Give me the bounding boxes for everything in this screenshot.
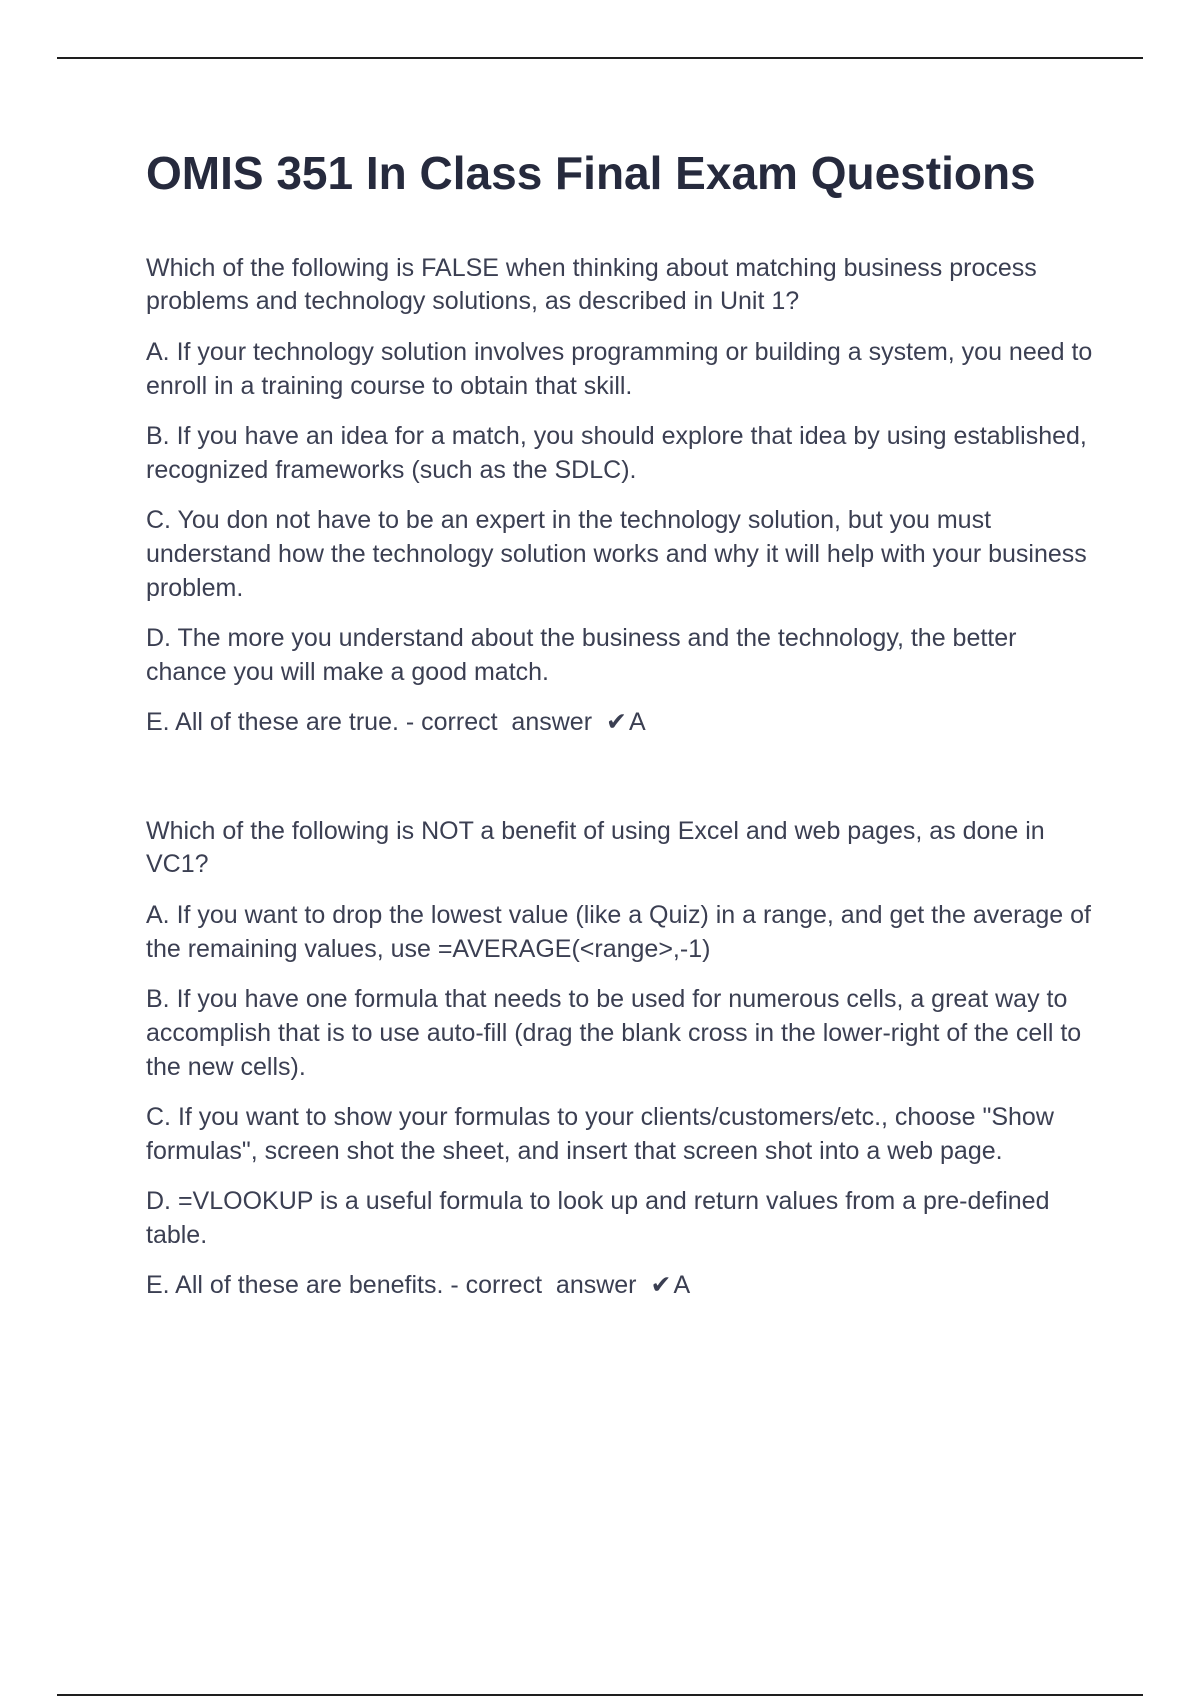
- option-b: B. If you have an idea for a match, you should explore that idea by using established, recognized frameworks (such as the SDLC).: [146, 422, 1087, 484]
- correct-answer-label: - correct answer: [443, 1271, 637, 1299]
- option-d: D. The more you understand about the business and the technology, the better chance you will make a good match.: [146, 624, 1017, 686]
- correct-answer-value: A: [673, 1271, 691, 1299]
- top-rule: [57, 57, 1143, 59]
- option-e: E. All of these are true.: [146, 708, 399, 736]
- option-e: E. All of these are benefits.: [146, 1271, 444, 1299]
- option-c: C. You don not have to be an expert in the technology solution, but you must understand how the technology solution works and why it will help with your business problem.: [146, 506, 1087, 602]
- checkmark-icon: ✔: [606, 708, 627, 736]
- option-a: A. If your technology solution involves programming or building a system, you need to enroll in a training course to obtain that skill.: [146, 338, 1093, 400]
- question-block-1: [146, 252, 1096, 739]
- question-block-2: [146, 815, 1096, 1302]
- option-a: A. If you want to drop the lowest value (like a Quiz) in a range, and get the average of the remaining values, use =AVERAGE(<range>,-1): [146, 901, 1091, 963]
- bottom-rule: [57, 1694, 1143, 1696]
- option-d: D. =VLOOKUP is a useful formula to look up and return values from a pre-defined table.: [146, 1187, 1050, 1249]
- checkmark-icon: ✔: [650, 1271, 672, 1299]
- document-body: [146, 138, 1096, 1318]
- question-text: Which of the following is FALSE when thinking about matching business process problems and technology solutions, as described in Unit 1?: [146, 254, 1037, 315]
- correct-answer-value: A: [628, 708, 646, 736]
- document-title: OMIS 351 In Class Final Exam Questions: [146, 147, 1036, 199]
- correct-answer-label: - correct answer: [398, 708, 593, 736]
- question-text: Which of the following is NOT a benefit of using Excel and web pages, as done in VC1?: [146, 817, 1045, 878]
- option-c: C. If you want to show your formulas to your clients/customers/etc., choose "Show formulas", screen shot the sheet, and insert that screen shot into a web page.: [146, 1103, 1054, 1165]
- option-b: B. If you have one formula that needs to be used for numerous cells, a great way to accomplish that is to use auto-fill (drag the blank cross in the lower-right of the cell to the new cells).: [146, 985, 1082, 1081]
- option-e-with-answer: [146, 1268, 1096, 1302]
- option-e-with-answer: [146, 705, 1096, 739]
